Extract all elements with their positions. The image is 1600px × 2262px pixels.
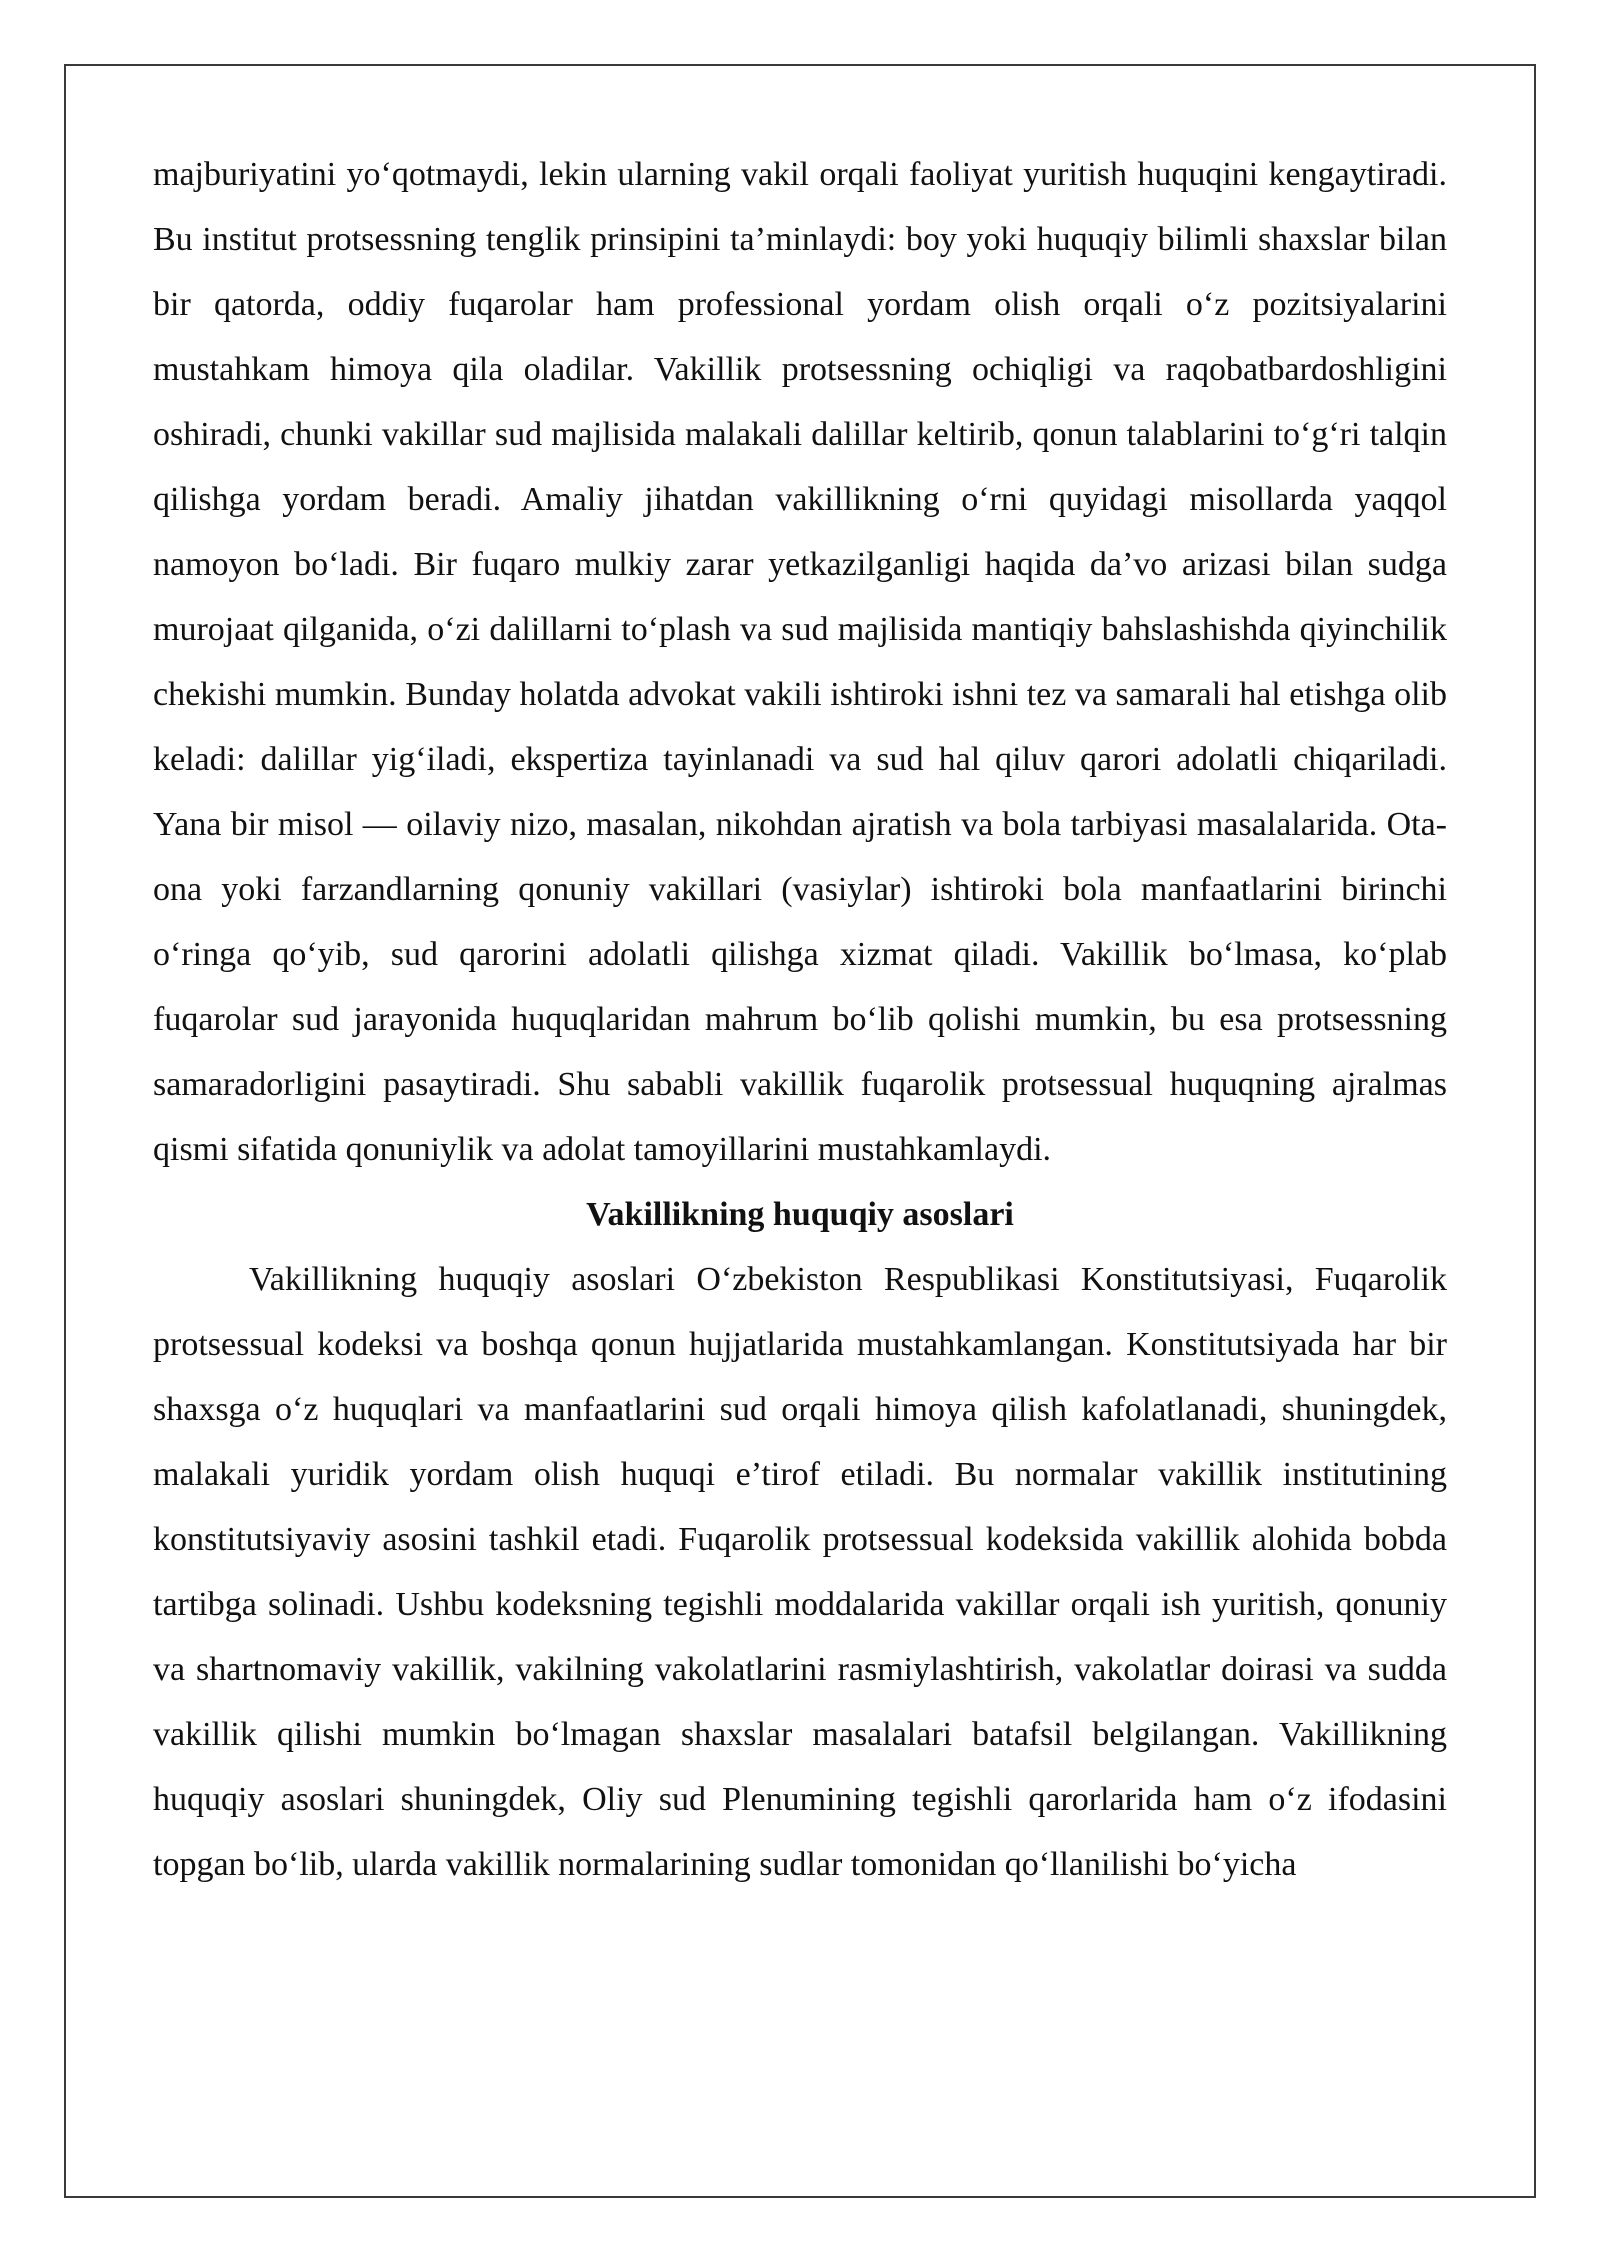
paragraph-continuation: majburiyatini yo‘qotmaydi, lekin ularning vakil orqali faoliyat yuritish huquqini kengaytiradi. Bu institut protsessning tenglik prinsipini ta’minlaydi: boy yoki huquqiy bilimli shaxslar bilan bir qatorda, oddiy fuqarolar ham professional yordam olish orqali o‘z pozitsiyalarini mustahkam himoya qila oladilar. Vakillik protsessning ochiqligi va raqobatbardoshligini oshiradi, chunki vakillar sud majlisida malakali dalillar keltirib, qonun talablarini to‘g‘ri talqin qilishga yordam beradi. Amaliy jihatdan vakillikning o‘rni quyidagi misollarda yaqqol namoyon bo‘ladi. Bir fuqaro mulkiy zarar yetkazilganligi haqida da’vo arizasi bilan sudga murojaat qilganida, o‘zi dalillarni to‘plash va sud majlisida mantiqiy bahslashishda qiyinchilik chekishi mumkin. Bunday holatda advokat vakili ishtiroki ishni tez va samarali hal etishga olib keladi: dalillar yig‘iladi, ekspertiza tayinlanadi va sud hal qiluv qarori adolatli chiqariladi. Yana bir misol — oilaviy nizo, masalan, nikohdan ajratish va bola tarbiyasi masalalarida. Ota-ona yoki farzandlarning qonuniy vakillari (vasiylar) ishtiroki bola manfaatlarini birinchi o‘ringa qo‘yib, sud qarorini adolatli qilishga xizmat qiladi. Vakillik bo‘lmasa, ko‘plab fuqarolar sud jarayonida huquqlaridan mahrum bo‘lib qolishi mumkin, bu esa protsessning samaradorligini pasaytiradi. Shu sababli vakillik fuqarolik protsessual huquqning ajralmas qismi sifatida qonuniylik va adolat tamoyillarini mustahkamlaydi. — [153, 156, 1447, 1168]
paragraph-legal-basis: Vakillikning huquqiy asoslari O‘zbekiston Respublikasi Konstitutsiyasi, Fuqarolik protsessual kodeksi va boshqa qonun hujjatlarida mustahkamlangan. Konstitutsiyada har bir shaxsga o‘z huquqlari va manfaatlarini sud orqali himoya qilish kafolatlanadi, shuningdek, malakali yuridik yordam olish huquqi e’tirof etiladi. Bu normalar vakillik institutining konstitutsiyaviy asosini tashkil etadi. Fuqarolik protsessual kodeksida vakillik alohida bobda tartibga solinadi. Ushbu kodeksning tegishli moddalarida vakillar orqali ish yuritish, qonuniy va shartnomaviy vakillik, vakilning vakolatlarini rasmiylashtirish, vakolatlar doirasi va sudda vakillik qilishi mumkin bo‘lmagan shaxslar masalalari batafsil belgilangan. Vakillikning huquqiy asoslari shuningdek, Oliy sud Plenumining tegishli qarorlarida ham o‘z ifodasini topgan bo‘lib, ularda vakillik normalarining sudlar tomonidan qo‘llanilishi bo‘yicha — [153, 1261, 1447, 1883]
document-body — [153, 142, 1447, 1897]
section-heading: Vakillikning huquqiy asoslari — [586, 1196, 1014, 1233]
